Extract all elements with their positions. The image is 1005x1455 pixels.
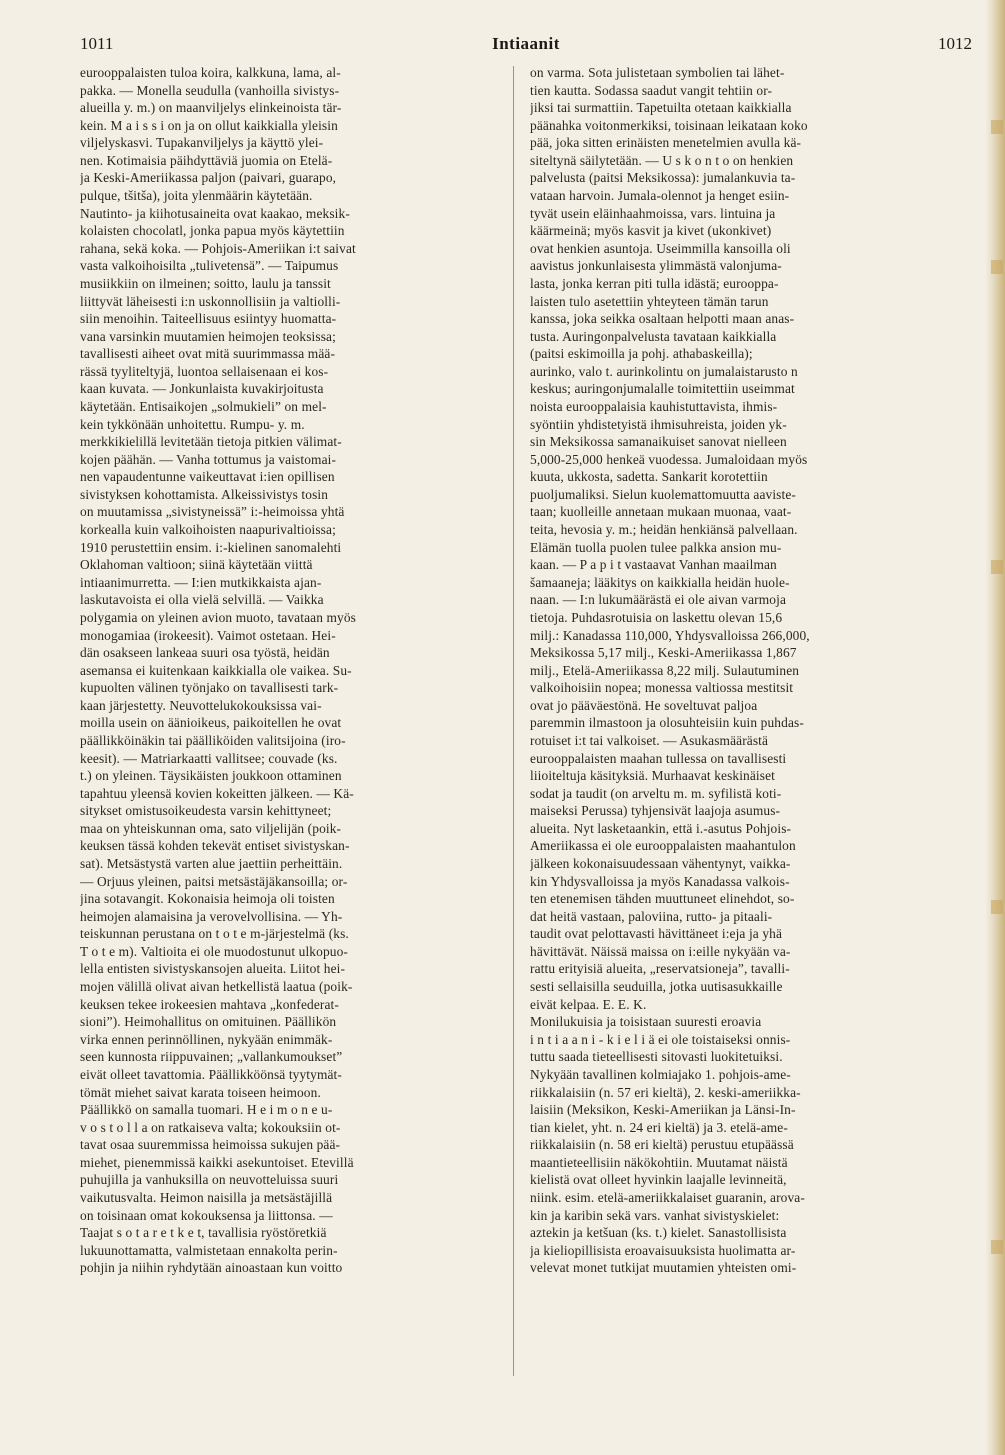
text-line: polygamia on yleinen avion muoto, tavataan myös <box>80 609 356 625</box>
text-line: T o t e m). Valtioita ei ole muodostunut ulkopuo- <box>80 943 348 959</box>
text-line: Nykyään tavallinen kolmiajako 1. pohjois-ame- <box>530 1066 791 1082</box>
text-line: laskutavoista ei olla vielä selvillä. — Vaikka <box>80 592 324 608</box>
text-line: sin Meksikossa samanaikuiset sanovat nielleen <box>530 434 787 450</box>
text-line: jiksi tai surmattiin. Tapetuilta otetaan kaikkialla <box>530 100 792 116</box>
text-line: šamaaneja; lääkitys on kaikkialla heidän huole- <box>530 574 790 590</box>
text-line: alueilla y. m.) on maanviljelys elinkeinoista tär- <box>80 100 342 116</box>
text-line: puoljumaliksi. Sielun kuolemattomuutta aaviste- <box>530 486 796 502</box>
text-line: vasta valkoihoisilta „tulivetensä”. — Taipumus <box>80 258 339 274</box>
text-line: pakka. — Monella seudulla (vanhoilla sivistys- <box>80 82 340 98</box>
text-line: käytetään. Entisaikojen „solmukieli” on mel- <box>80 398 327 414</box>
edge-mark <box>991 260 1003 274</box>
text-line: riikkalaisiin (n. 57 eri kieltä), 2. keski-ameriikka- <box>530 1084 801 1100</box>
text-line: Oklahoman valtioon; siinä käytetään viittä <box>80 557 313 573</box>
text-line: laisiin (Meksikon, Keski-Ameriikan ja Länsi-In- <box>530 1102 796 1118</box>
text-line: rässä tyyliteltyjä, luontoa sellaisenaan ei kos- <box>80 363 329 379</box>
text-line: kaan järjestetty. Neuvottelukokouksissa vai- <box>80 697 322 713</box>
text-line: naan. — I:n lukumäärästä ei ole aivan varmoja <box>530 592 787 608</box>
text-line: kein. M a i s s i on ja on ollut kaikkialla yleisin <box>80 117 338 133</box>
text-line: käärmeinä; myös kasvit ja kivet (ukonkivet) <box>530 223 772 239</box>
text-line: jälkeen kokonaisuudessaan vähentynyt, vaikka- <box>530 856 791 872</box>
text-line: miehet, pienemmissä kaikki asekuntoiset. Etevillä <box>80 1154 354 1170</box>
edge-mark <box>991 900 1003 914</box>
text-line: lukuunottamatta, valmistetaan ennakolta perin- <box>80 1242 338 1258</box>
page-edge <box>985 0 1005 1455</box>
text-line: heimojen alamaisina ja verovelvollisina. — Yh- <box>80 908 343 924</box>
text-line: aurinko, valo t. aurinkolintu on jumalaistarusto n <box>530 363 798 379</box>
text-line: merkkikielillä levitetään tietoja pitkien välimat- <box>80 434 342 450</box>
text-line: (paitsi eskimoilla ja pohj. athabaskeilla); <box>530 346 753 362</box>
text-line: tyvät usein eläinhaahmoissa, vars. lintuina ja <box>530 205 776 221</box>
text-line: liittyvät läheisesti i:n uskonnollisiin ja valtiolli- <box>80 293 341 309</box>
text-line: eurooppalaisten maahan tullessa on tavallisesti <box>530 750 787 766</box>
text-line: vana varsinkin muutamien heimojen teoksissa; <box>80 328 336 344</box>
text-line: Ameriikassa ei ole eurooppalaisten maahantulon <box>530 838 796 854</box>
text-line: tavallisesti aiheet ovat mitä suurimmassa mää- <box>80 346 336 362</box>
text-line: laisten tulo asetettiin yhteyteen tämän tarun <box>530 293 769 309</box>
text-line: dat heitä vastaan, paloviina, rutto- ja pitaali- <box>530 908 773 924</box>
text-line: syöntiin yhdistetyistä ihmisuhreista, joiden yk- <box>530 416 787 432</box>
text-line: rattu erityisiä alueita, „reservatsioneja”, tavalli- <box>530 961 790 977</box>
text-line: alueita. Nyt lasketaankin, että i.-asutus Pohjois- <box>530 820 792 836</box>
right-column <box>530 64 953 1277</box>
text-line: sesti sellaisilla seuduilla, jotka uutisasukkaille <box>530 979 783 995</box>
text-line: tian kielet, yht. n. 24 eri kieltä) ja 3. etelä-ame- <box>530 1119 788 1135</box>
text-line: taudit ovat pelottavasti hävittäneet i:eja ja yhä <box>530 926 783 942</box>
text-line: pulque, tšitša), joita ylenmäärin käytetään. <box>80 188 313 204</box>
text-line: milj., Etelä-Ameriikassa 8,22 milj. Sulautuminen <box>530 662 800 678</box>
text-line: musiikkiin on ilmeinen; soitto, laulu ja tanssit <box>80 275 331 291</box>
text-line: on muutamissa „sivistyneissä” i:-heimoissa yhtä <box>80 504 345 520</box>
text-line: tapahtuu yleensä kovien kokeitten jälkeen. — Kä- <box>80 785 354 801</box>
text-line: nen vapaudentunne vaikeuttavat i:ien opillisen <box>80 469 335 485</box>
text-line: liioiteltuja käsityksiä. Murhaavat keskinäiset <box>530 768 776 784</box>
text-line: riikkalaisiin (n. 58 eri kieltä) perustuu etupäässä <box>530 1137 794 1153</box>
page-number-left: 1011 <box>80 34 114 53</box>
text-line: paremmin ilmastoon ja olosuhteisiin kuin puhdas- <box>530 715 804 731</box>
text-line: kein tykkönään unhoitettu. Rumpu- y. m. <box>80 416 305 432</box>
page-header <box>80 34 972 58</box>
text-line: monogamiaa (irokeesit). Vaimot ostetaan. Hei- <box>80 627 336 643</box>
text-line: lella entisten sivistyskansojen alueita. Liitot hei- <box>80 961 346 977</box>
text-line: sat). Metsästystä varten alue jaettiin perheittäin. <box>80 856 343 872</box>
text-line: on toisinaan omat kokouksensa ja liittonsa. — <box>80 1207 333 1223</box>
text-line: ovat henkien asuntoja. Useimmilla kansoilla oli <box>530 240 791 256</box>
text-line: sivistyksen kohottamista. Alkeissivistys tosin <box>80 486 329 502</box>
text-line: tien kautta. Sodassa saadut vangit tehtiin or- <box>530 82 773 98</box>
text-line: keuksen tekee irokeesien mahtava „konfederat- <box>80 996 339 1012</box>
text-line: mojen välillä olivat aivan hetkellistä laatua (poik- <box>80 979 353 995</box>
page-title: Intiaanit <box>492 34 560 53</box>
text-line: palvelusta (paitsi Meksikossa): jumalankuvia ta- <box>530 170 796 186</box>
text-line: eurooppalaisten tuloa koira, kalkkuna, lama, al- <box>80 65 341 80</box>
text-line: kielistä ovat olleet hyvinkin laajalle levinneitä, <box>530 1172 787 1188</box>
text-line: kupuolten välinen työnjako on tavallisesti tark- <box>80 680 339 696</box>
text-line: vaikutusvalta. Heimon naisilla ja metsästäjillä <box>80 1190 333 1205</box>
text-line: asemansa ei kuitenkaan kaikkialla ole vaikea. Su- <box>80 662 352 678</box>
text-line: dän osakseen lankeaa suuri osa työstä, heidän <box>80 645 330 661</box>
column-divider <box>513 66 514 1376</box>
text-line: velevat monet tutkijat muutamien yhteisten omi- <box>530 1260 797 1276</box>
text-line: pohjin ja niihin ryhdytään ainoastaan kun voitto <box>80 1260 343 1276</box>
text-line: pää, joka sitten erinäisten menetelmien avulla kä- <box>530 135 802 151</box>
text-line: — Orjuus yleinen, paitsi metsästäjäkansoilla; or- <box>80 873 348 889</box>
page-number-right: 1012 <box>938 34 972 53</box>
text-line: korkealla kuin valkoihoisten naapurivaltioissa; <box>80 522 336 538</box>
text-line: rotuiset i:t tai valkoiset. — Asukasmäärästä <box>530 732 769 748</box>
text-line: Meksikossa 5,17 milj., Keski-Ameriikassa 1,867 <box>530 645 797 661</box>
text-line: Taajat s o t a r e t k e t, tavallisia ryöstöretkiä <box>80 1225 327 1241</box>
text-line: kin Yhdysvalloissa ja myös Kanadassa valkois- <box>530 873 790 889</box>
text-line: kuuta, ukkosta, sadetta. Sankarit korotettiin <box>530 469 768 485</box>
text-line: kaan. — P a p i t vastaavat Vanhan maailman <box>530 557 777 573</box>
text-line: tuttu saada tieteellisesti sitovasti luokitetuiksi. <box>530 1049 783 1065</box>
text-line: niink. esim. etelä-ameriikkalaiset guaranin, arova- <box>530 1190 805 1205</box>
text-line: tusta. Auringonpalvelusta tavataan kaikkialla <box>530 328 777 344</box>
text-line: nen. Kotimaisia päihdyttäviä juomia on Etelä- <box>80 152 333 168</box>
text-line: on varma. Sota julistetaan symbolien tai lähet- <box>530 65 785 80</box>
text-line: aztekin ja ketšuan (ks. t.) kielet. Sanastollisista <box>530 1225 787 1241</box>
text-line: taan; kuolleille annetaan mukaan muonaa, vaat- <box>530 504 792 520</box>
text-line: kolaisten chocolatl, jonka papua myös käytettiin <box>80 223 345 239</box>
text-line: keskus; auringonjumalalle toimitettiin useimmat <box>530 381 795 397</box>
text-line: aavistus jonkunlaisesta ylimmästä valonjuma- <box>530 258 782 274</box>
text-line: virka ennen perinnöllinen, nykyään enimmäk- <box>80 1031 333 1047</box>
text-line: rahana, sekä koka. — Pohjois-Ameriikan i:t saivat <box>80 240 356 256</box>
text-line: seen kunnosta riippuvainen; „vallankumoukset” <box>80 1049 343 1065</box>
text-line: maantieteellisiin näkökohtiin. Muutamat näistä <box>530 1154 788 1170</box>
text-line: moilla usein on äänioikeus, paikoitellen he ovat <box>80 715 342 731</box>
text-line: Monilukuisia ja toisistaan suuresti eroavia <box>530 1014 762 1030</box>
text-line: puhujilla ja vanhuksilla on neuvotteluissa suuri <box>80 1172 339 1188</box>
text-line: Elämän tuolla puolen tulee palkka ansion mu- <box>530 539 782 555</box>
text-line: viljelyskasvi. Tupakanviljelys ja käyttö ylei- <box>80 135 324 151</box>
text-line: teita, hevosia y. m.; heidän henkiänsä palvellaan. <box>530 522 798 538</box>
left-column <box>80 64 503 1277</box>
text-line: kin ja karibin sekä vars. vanhat sivistyskielet: <box>530 1207 780 1223</box>
text-line: lasta, jonka kerran piti tulla idästä; eurooppa- <box>530 275 779 291</box>
text-line: ja Keski-Ameriikassa paljon (paivari, guarapo, <box>80 170 337 186</box>
text-line: milj.: Kanadassa 110,000, Yhdysvalloissa 266,000, <box>530 627 810 643</box>
text-line: siin menoihin. Taiteellisuus esiintyy huomatta- <box>80 311 337 327</box>
text-line: kanssa, joka seikka osaltaan helpotti maan anas- <box>530 311 795 327</box>
text-line: keesit). — Matriarkaatti vallitsee; couvade (ks. <box>80 750 338 766</box>
text-line: noista eurooppalaisia kauhistuttavista, ihmis- <box>530 398 778 414</box>
text-line: maa on yhteiskunnan oma, sato viljelijän (poik- <box>80 820 342 836</box>
text-line: 5,000-25,000 henkeä vuodessa. Jumaloidaan myös <box>530 451 808 467</box>
text-line: ovat jo pääväestönä. He soveltuvat paljoa <box>530 697 758 713</box>
text-line: keuksen tässä kohden tekevät entiset sivistyskan- <box>80 838 350 854</box>
text-line: tömät miehet saivat karata toiseen heimoon. <box>80 1084 321 1100</box>
text-line: vataan harvoin. Jumala-olennot ja henget esiin- <box>530 188 790 204</box>
text-line: sodat ja taudit (on arveltu m. m. syfilistä koti- <box>530 785 782 801</box>
text-line: valkoihoisiin nopea; monessa valtiossa mestitsit <box>530 680 794 696</box>
text-line: sioni”). Heimohallitus on omituinen. Päällikön <box>80 1014 337 1030</box>
text-line: siteltynä säilytetään. — U s k o n t o on henkien <box>530 152 794 168</box>
text-line: eivät kelpaa. E. E. K. <box>530 996 647 1012</box>
text-line: maiseksi Perussa) tyhjensivät laajoja asumus- <box>530 803 781 819</box>
text-line: sitykset omistusoikeudesta varsin kehittyneet; <box>80 803 332 819</box>
edge-mark <box>991 560 1003 574</box>
text-line: ten etenemisen tähden muuttuneet elinehdot, so- <box>530 891 795 907</box>
text-line: hävittävät. Näissä maissa on i:eille nykyään va- <box>530 943 791 959</box>
text-line: kojen päähän. — Vanha tottumus ja vaistomai- <box>80 451 337 467</box>
text-line: Päällikkö on samalla tuomari. H e i m o n e u- <box>80 1102 333 1118</box>
text-line: päällikköinäkin tai päälliköiden valitsijoina (iro- <box>80 732 346 748</box>
edge-mark <box>991 120 1003 134</box>
text-line: ja kieliopillisista eroavaisuuksista huolimatta ar- <box>530 1242 796 1258</box>
text-line: 1910 perustettiin ensim. i:-kielinen sanomalehti <box>80 539 342 555</box>
text-line: intiaanimurretta. — I:ien mutkikkaista ajan- <box>80 574 322 590</box>
text-line: kaan kuvata. — Jonkunlaista kuvakirjoitusta <box>80 381 324 397</box>
text-line: i n t i a a n i - k i e l i ä ei ole toistaiseksi onnis- <box>530 1031 791 1047</box>
text-line: tavat osaa suuremmissa heimoissa sukujen pää- <box>80 1137 341 1153</box>
text-line: Nautinto- ja kiihotusaineita ovat kaakao, meksik- <box>80 205 350 221</box>
text-line: jina sotavangit. Kokonaisia heimoja oli toisten <box>80 891 335 907</box>
text-line: eivät olleet tavattomia. Päällikköönsä tyytymät- <box>80 1066 342 1082</box>
text-line: tietoja. Puhdasrotuisia on laskettu olevan 15,6 <box>530 609 783 625</box>
text-line: teiskunnan perustana on t o t e m-järjestelmä (ks. <box>80 926 349 942</box>
text-line: t.) on yleinen. Täysikäisten joukkoon ottaminen <box>80 768 342 784</box>
text-line: päänahka voitonmerkiksi, toisinaan leikataan koko <box>530 117 808 133</box>
edge-mark <box>991 1240 1003 1254</box>
text-line: v o s t o l l a on ratkaiseva valta; kokouksiin ot- <box>80 1119 341 1135</box>
